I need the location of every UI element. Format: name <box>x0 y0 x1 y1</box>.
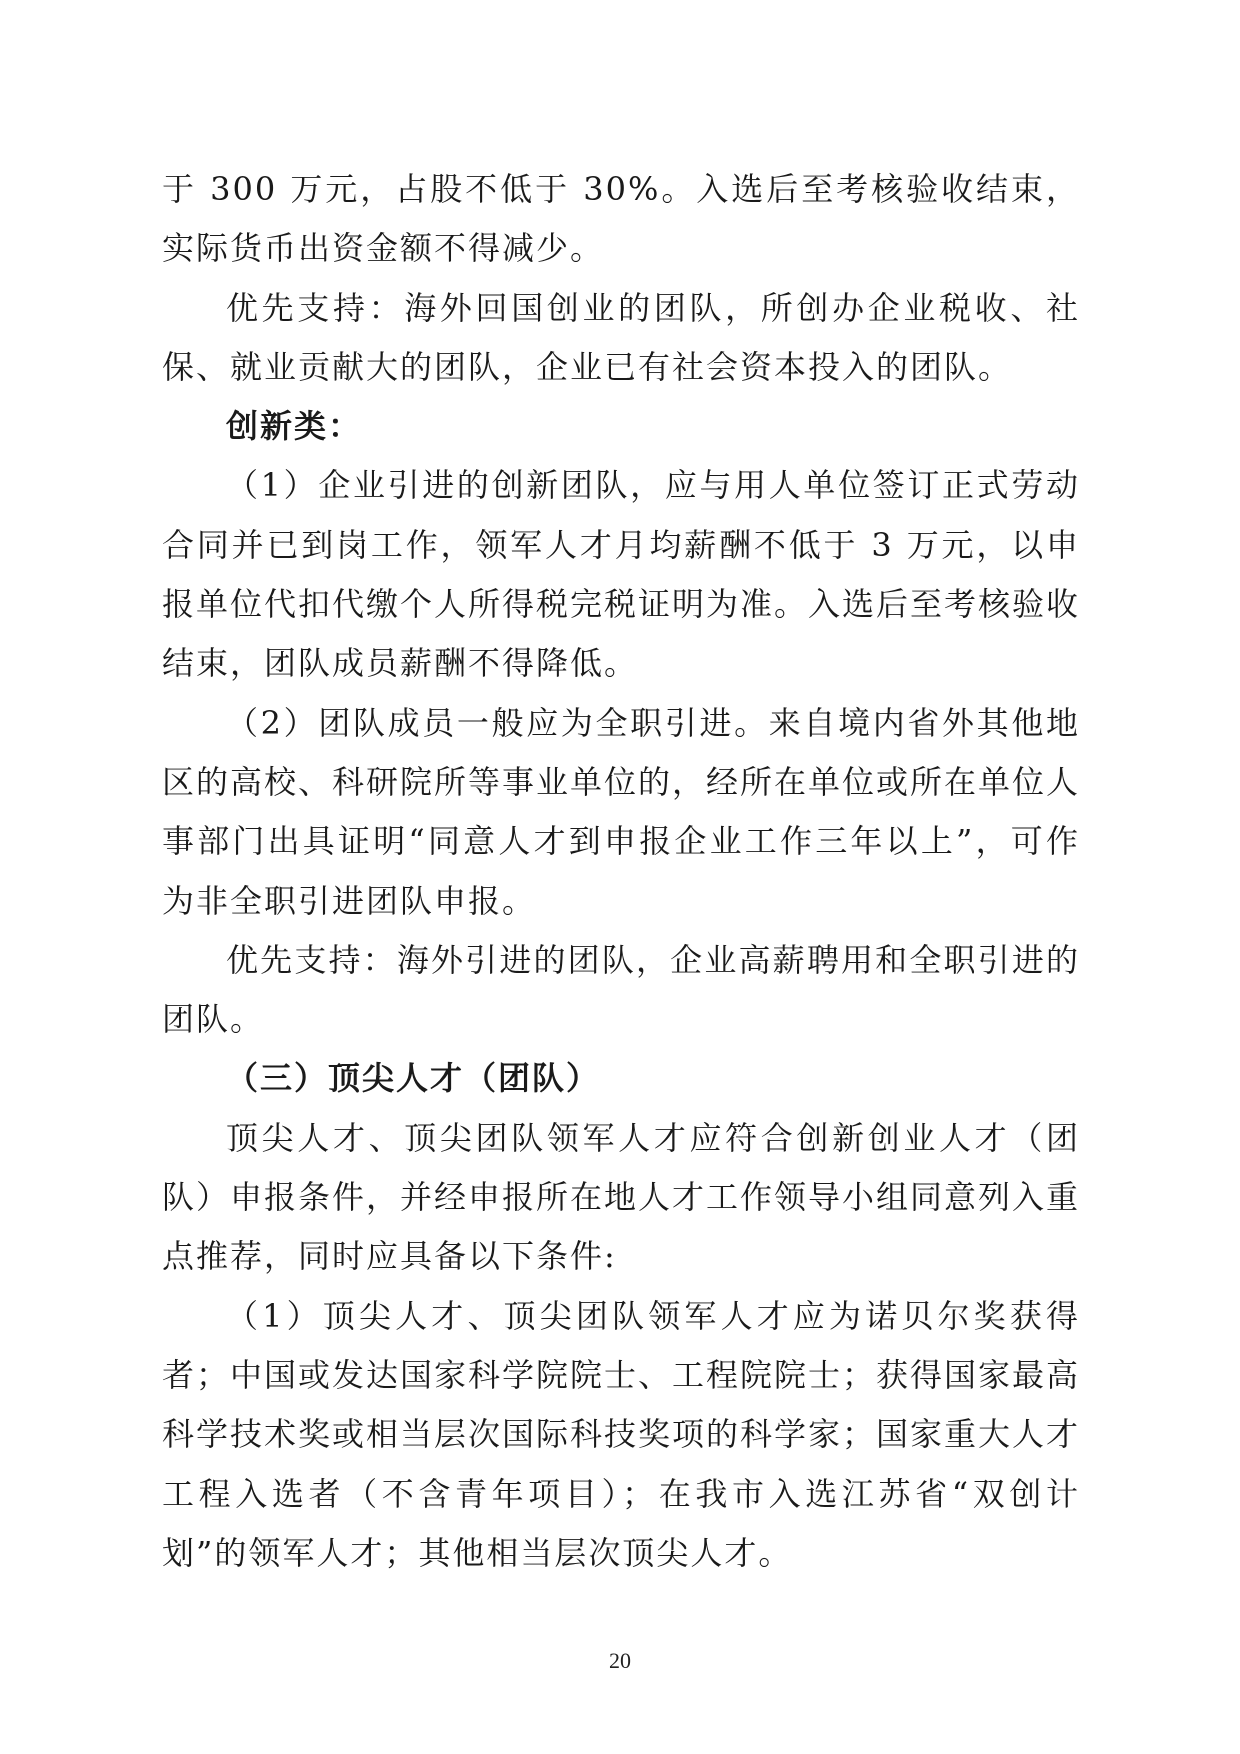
heading-innovation-category: 创新类： <box>226 407 363 446</box>
paragraph-top-talent-conditions: 顶尖人才、顶尖团队领军人才应符合创新创业人才（团队）申报条件，并经申报所在地人才工作领导小组同意列入重点推荐，同时应具备以下条件: <box>162 1118 1081 1276</box>
paragraph-innovation-priority-support: 优先支持：海外引进的团队，企业高薪聘用和全职引进的团队。 <box>162 940 1080 1039</box>
paragraph-top-talent-item-1: （1）顶尖人才、顶尖团队领军人才应为诺贝尔奖获得者；中国或发达国家科学院院士、工程院院士；获得国家最高科学技术奖或相当层次国际科技奖项的科学家；国家重大人才工程入选者（不含青年项目）；在我市入选江苏省“双创计划”的领军人才；其他相当层次顶尖人才。 <box>162 1296 1081 1572</box>
paragraph-capital-contribution: 于 300 万元，占股不低于 30%。入选后至考核验收结束，实际货币出资金额不得减少。 <box>162 170 1080 268</box>
heading-top-talent-section: （三）顶尖人才（团队） <box>226 1059 601 1098</box>
document-body <box>162 160 1080 1583</box>
paragraph-startup-priority-support: 优先支持：海外回国创业的团队，所创办企业税收、社保、就业贡献大的团队，企业已有社会资本投入的团队。 <box>162 288 1080 386</box>
paragraph-innovation-item-1: （1）企业引进的创新团队，应与用人单位签订正式劳动合同并已到岗工作，领军人才月均薪酬不低于 3 万元，以申报单位代扣代缴个人所得税完税证明为准。入选后至考核验收结束，团队成员薪酬不得降低。 <box>162 466 1081 683</box>
paragraph-innovation-item-2: （2）团队成员一般应为全职引进。来自境内省外其他地区的高校、科研院所等事业单位的，经所在单位或所在单位人事部门出具证明“同意人才到申报企业工作三年以上”，可作为非全职引进团队申报。 <box>162 703 1081 920</box>
page-number: 20 <box>609 1648 631 1673</box>
